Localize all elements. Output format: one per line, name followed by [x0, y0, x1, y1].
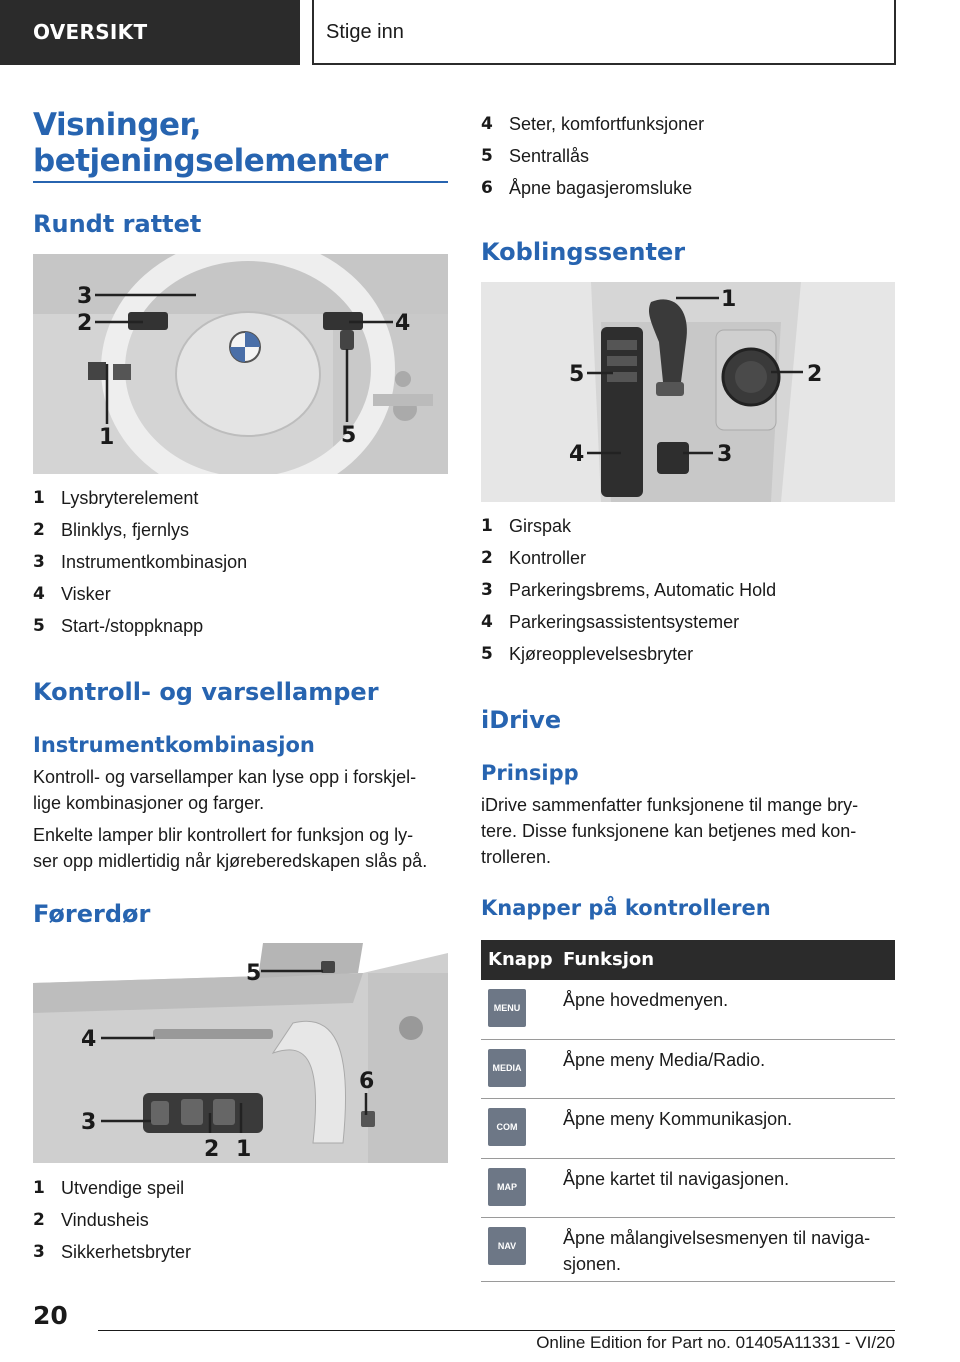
callout-center-2: 2 [807, 362, 823, 387]
chapter-title: Stige inn [326, 21, 404, 43]
title-rule [33, 181, 448, 183]
list-item: 2 Kontroller [481, 548, 587, 568]
list-item: 5 Start-/stoppknapp [33, 616, 204, 636]
callout-steering-2: 2 [77, 311, 93, 336]
list-item: 2 Vindusheis [33, 1210, 149, 1230]
list-item: 3 Parkeringsbrems, Automatic Hold [481, 580, 777, 600]
callout-steering-5: 5 [341, 423, 357, 448]
callout-center-5: 5 [569, 362, 585, 387]
lamps-paragraph-2: Enkelte lamper blir kontrollert for funksjon og ly- ser opp midlertidig når kjøreberedskapen slås på. [33, 825, 428, 871]
subheading-principle: Prinsipp [481, 761, 579, 785]
callout-steering-3: 3 [77, 284, 93, 309]
door-legend [33, 1172, 448, 1268]
menu-button-icon: MENU [488, 989, 526, 1027]
steering-wheel-image [33, 254, 448, 474]
function-text: Åpne hovedmenyen. [563, 990, 729, 1010]
heading-lamps: Kontroll- og varsellamper [33, 678, 379, 706]
list-item: 1 Lysbryterelement [33, 488, 199, 508]
callout-center-4: 4 [569, 442, 585, 467]
heading-center-console: Koblingssenter [481, 238, 686, 266]
column-header-button: Knapp [488, 949, 553, 970]
table-row [481, 980, 895, 1040]
list-item: 3 Sikkerhetsbryter [33, 1242, 192, 1262]
list-item: 6 Åpne bagasjeromsluke [481, 178, 693, 198]
steering-legend [33, 482, 448, 642]
page-title-line1: Visninger, [33, 107, 202, 143]
function-text: Åpne meny Kommunikasjon. [563, 1109, 793, 1129]
callout-door-5: 5 [246, 961, 262, 986]
media-button-icon: MEDIA [488, 1049, 526, 1087]
center-legend [481, 510, 895, 670]
callout-door-1: 1 [236, 1137, 252, 1162]
callout-door-6: 6 [359, 1069, 375, 1094]
list-item: 5 Kjøreopplevelsesbryter [481, 644, 694, 664]
heading-door: Førerdør [33, 900, 151, 928]
list-item: 3 Instrumentkombinasjon [33, 552, 248, 572]
idrive-paragraph: iDrive sammenfatter funksjonene til mange bry- tere. Disse funksjonene kan betjenes med kon- trolleren. [481, 795, 859, 867]
function-text: Åpne kartet til navigasjonen. [563, 1169, 790, 1189]
com-button-icon: COM [488, 1108, 526, 1146]
callout-center-3: 3 [717, 442, 733, 467]
center-console-image [481, 282, 895, 502]
table-row [481, 1159, 895, 1218]
subheading-controller-buttons: Knapper på kontrolleren [481, 896, 771, 920]
callout-door-2: 2 [204, 1137, 220, 1162]
table-row [481, 1099, 895, 1159]
driver-door-image [33, 943, 448, 1163]
table-header [481, 940, 895, 980]
chapter-header [312, 0, 896, 65]
map-button-icon: MAP [488, 1168, 526, 1206]
list-item: 5 Sentrallås [481, 146, 590, 166]
list-item: 4 Visker [33, 584, 111, 604]
function-text: Åpne meny Media/Radio. [563, 1050, 766, 1070]
heading-steering: Rundt rattet [33, 210, 202, 238]
footer-edition: Online Edition for Part no. 01405A11331 - VI/20 [536, 1333, 895, 1352]
page-number: 20 [33, 1301, 68, 1330]
callout-center-1: 1 [721, 287, 737, 312]
function-text: Åpne målangivelsesmenyen til naviga- sjonen. [563, 1228, 871, 1274]
controller-buttons-table [481, 940, 895, 1282]
section-tab[interactable]: OVERSIKT [0, 0, 300, 65]
table-row [481, 1040, 895, 1099]
table-row [481, 1218, 895, 1282]
nav-button-icon: NAV [488, 1227, 526, 1265]
list-item: 1 Girspak [481, 516, 572, 536]
callout-door-4: 4 [81, 1027, 97, 1052]
door-legend-continued [481, 108, 895, 204]
callout-steering-1: 1 [99, 425, 115, 450]
list-item: 1 Utvendige speil [33, 1178, 185, 1198]
heading-idrive: iDrive [481, 706, 562, 734]
subheading-instrument: Instrumentkombinasjon [33, 733, 315, 757]
list-item: 4 Seter, komfortfunksjoner [481, 114, 705, 134]
footer-rule [98, 1330, 895, 1331]
callout-steering-4: 4 [395, 311, 411, 336]
callout-door-3: 3 [81, 1110, 97, 1135]
list-item: 4 Parkeringsassistentsystemer [481, 612, 740, 632]
page-title-line2: betjeningselementer [33, 143, 388, 179]
column-header-function: Funksjon [563, 949, 655, 970]
list-item: 2 Blinklys, fjernlys [33, 520, 190, 540]
lamps-paragraph-1: Kontroll- og varsellamper kan lyse opp i forskjel- lige kombinasjoner og farger. [33, 767, 417, 813]
